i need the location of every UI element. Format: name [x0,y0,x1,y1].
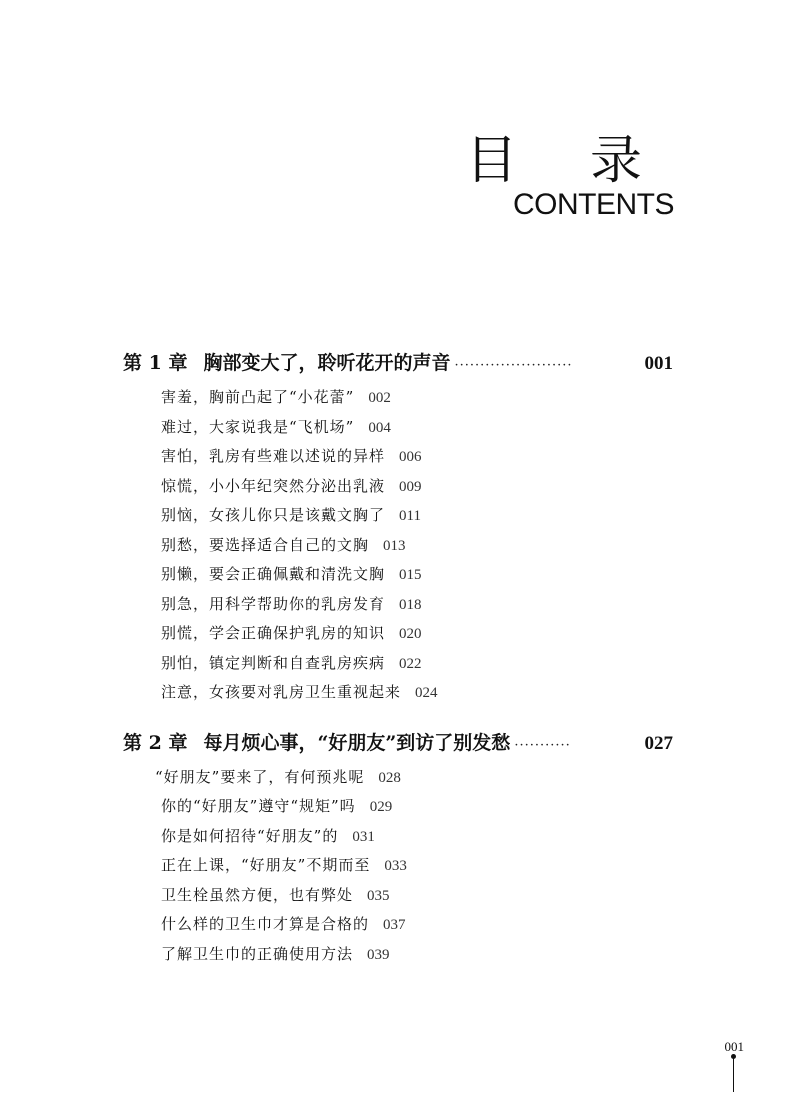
toc-entry[interactable] [161,619,673,649]
toc-entry-title: 难过，大家说我是“飞机场” [161,417,355,436]
toc-entry[interactable] [161,383,673,413]
section-list [123,383,673,708]
toc-entry-page: 011 [399,508,421,524]
chapter-title: 胸部变大了，聆听花开的声音 [203,352,451,374]
toc-entry[interactable] [161,531,673,561]
dot-leader: ······················· [454,358,573,373]
chapter-block [123,726,673,970]
toc-entry-title: 你是如何招待“好朋友”的 [161,826,339,845]
toc-entry[interactable] [161,413,673,443]
toc-entry-page: 031 [352,828,375,845]
toc-entry[interactable] [161,560,673,590]
toc-entry-title: 别怕，镇定判断和自查乳房疾病 [161,653,386,672]
toc-entry[interactable] [161,910,673,940]
toc-entry[interactable] [161,472,673,502]
chapter-block [123,346,673,708]
toc-entry-title: 别急，用科学帮助你的乳房发育 [161,594,386,613]
toc-entry-title: “好朋友”要来了，有何预兆呢 [155,767,365,786]
toc-entry-title: 了解卫生巾的正确使用方法 [161,944,354,963]
contents-title-cn: 目 录 [465,131,670,191]
toc-entry[interactable] [155,763,673,793]
chapter-page-number: 001 [644,353,673,374]
toc-entry[interactable] [161,590,673,620]
toc-entry[interactable] [161,501,673,531]
toc-entry-title: 什么样的卫生巾才算是合格的 [161,915,370,933]
toc-entry-page: 024 [415,685,438,701]
chapter-heading[interactable] [123,726,673,763]
toc-entry-page: 013 [383,537,406,554]
toc-entry-page: 035 [367,887,390,904]
toc-entry[interactable] [161,822,673,852]
toc-entry[interactable] [161,881,673,911]
chapter-number: 第 1 章 [123,352,188,374]
chapter-number: 第 2 章 [123,731,188,754]
toc-entry-title: 别愁，要选择适合自己的文胸 [161,535,370,554]
contents-title-en: CONTENTS [513,188,674,221]
page-number-rule [733,1056,734,1092]
toc-entry-title: 你的“好朋友”遵守“规矩”吗 [161,797,356,815]
toc-entry-page: 039 [367,946,390,963]
dot-leader: ··········· [514,737,571,753]
chapter-page-number: 027 [644,732,673,754]
toc-entry-page: 006 [399,449,422,465]
toc-entry-title: 害怕，乳房有些难以述说的异样 [161,447,386,465]
toc-entry[interactable] [161,851,673,881]
toc-entry-title: 惊慌，小小年纪突然分泌出乳液 [161,476,386,495]
section-list [123,763,673,970]
toc-entry[interactable] [161,678,673,708]
toc-entry-page: 033 [384,858,407,874]
toc-entry-page: 020 [399,626,422,642]
toc-entry-title: 别懒，要会正确佩戴和清洗文胸 [161,565,386,583]
page-number: 001 [724,1039,744,1054]
toc-entry-title: 注意，女孩要对乳房卫生重视起来 [161,683,402,701]
toc-entry-title: 正在上课，“好朋友”不期而至 [161,856,371,874]
toc-entry[interactable] [161,649,673,679]
toc-entry[interactable] [161,792,673,822]
chapter-title: 每月烦心事，“好朋友”到访了别发愁 [203,731,511,754]
chapter-heading[interactable] [123,346,673,383]
toc-entry-title: 卫生栓虽然方便，也有弊处 [161,885,354,904]
toc-entry[interactable] [161,442,673,472]
toc-entry-title: 害羞，胸前凸起了“小花蕾” [161,388,355,406]
toc-entry-page: 029 [369,799,393,815]
toc-entry-page: 022 [399,655,422,672]
toc-entry-page: 004 [368,419,391,436]
toc-entry-page: 037 [383,917,406,933]
toc-entry[interactable] [161,940,673,970]
toc-entry-page: 028 [378,769,401,786]
toc-entry-title: 别慌，学会正确保护乳房的知识 [161,624,386,642]
toc-entry-page: 009 [399,478,422,495]
toc-entry-page: 015 [399,567,422,583]
toc-entry-title: 别恼，女孩儿你只是该戴文胸了 [161,506,386,524]
toc-entry-page: 018 [399,596,422,613]
table-of-contents [123,346,673,969]
toc-entry-page: 002 [368,390,391,406]
